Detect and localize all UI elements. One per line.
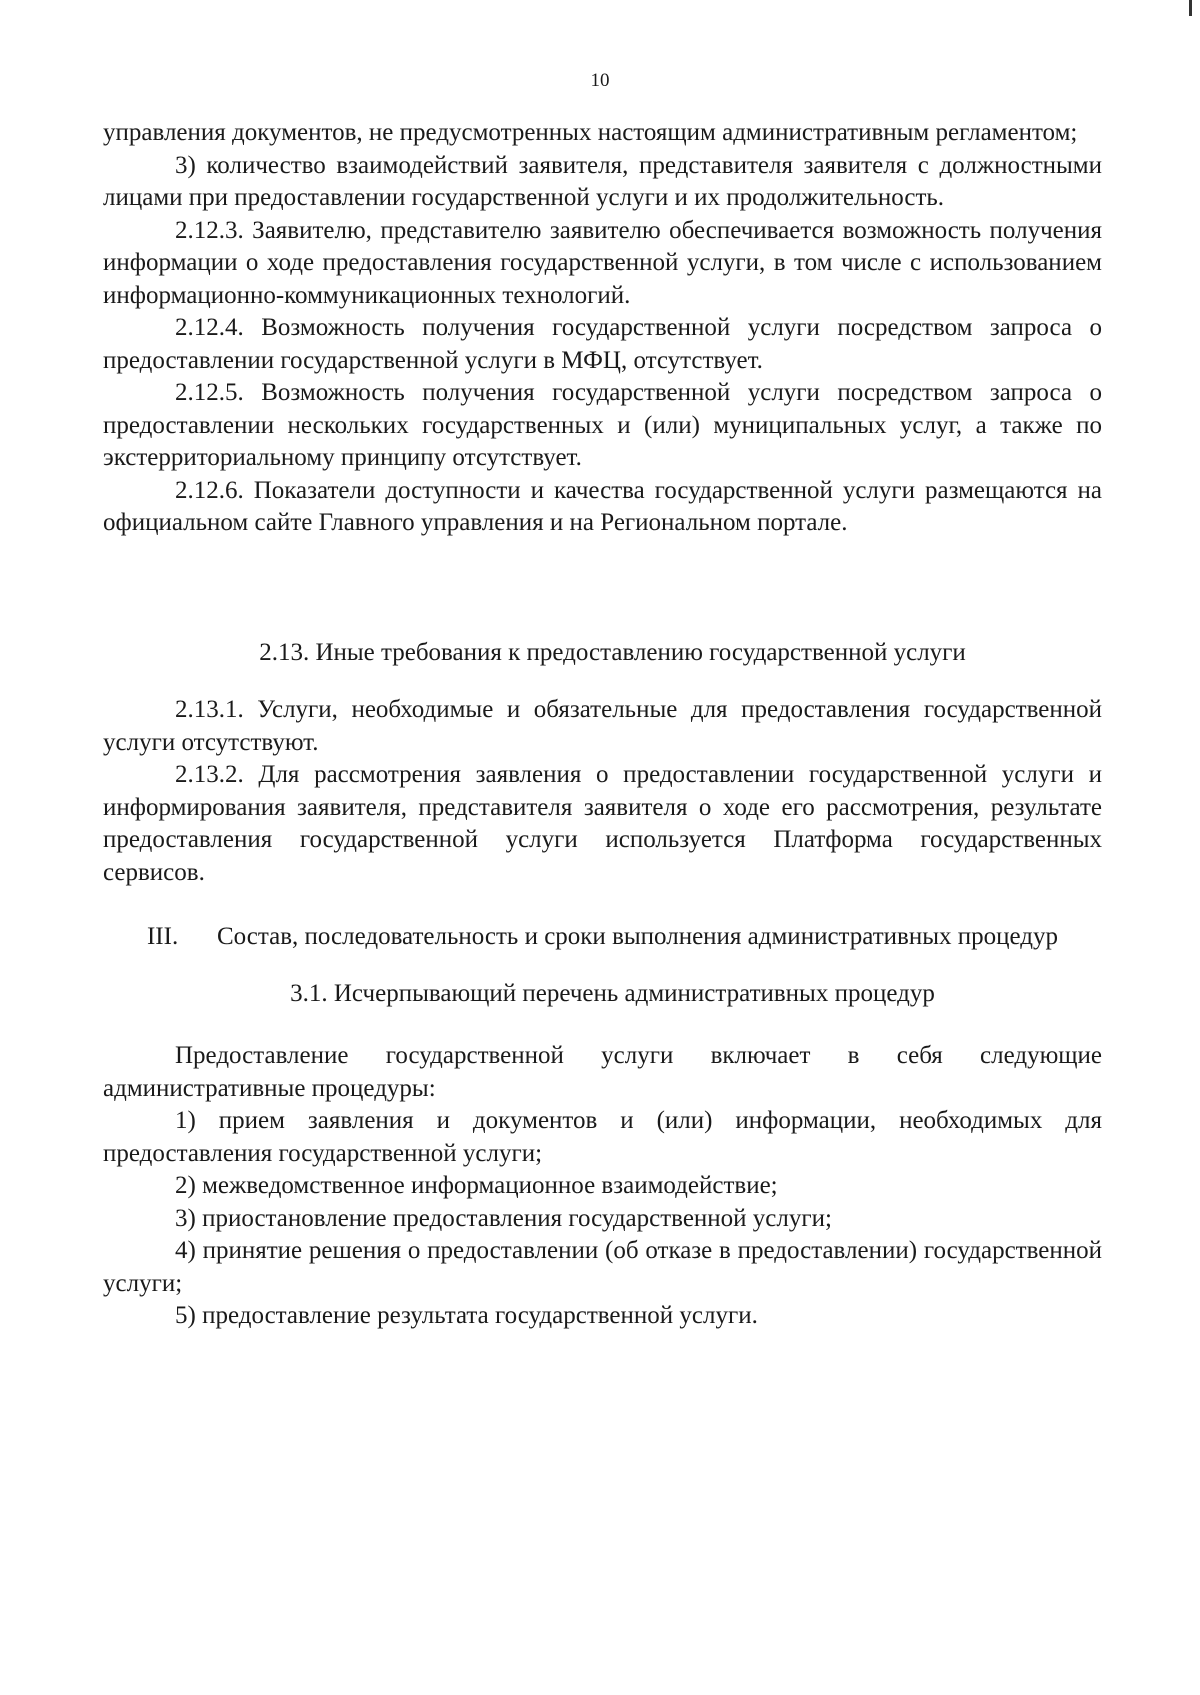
heading-section-3 bbox=[103, 921, 1102, 954]
document-body bbox=[103, 117, 1102, 1333]
heading-2-13: 2.13. Иные требования к предоставлению государственной услуги bbox=[259, 638, 966, 666]
scan-edge-mark bbox=[1189, 0, 1192, 16]
paragraph-2-12-6: 2.12.6. Показатели доступности и качества государственной услуги размещаются на официальном сайте Главного управления и на Региональном портале. bbox=[103, 476, 1102, 536]
paragraph-2-12-4: 2.12.4. Возможность получения государственной услуги посредством запроса о предоставлении государственной услуги в МФЦ, отсутствует. bbox=[103, 314, 1102, 374]
section-3-1 bbox=[103, 1040, 1102, 1333]
page-number: 10 bbox=[590, 70, 610, 91]
paragraph-3-1-intro: Предоставление государственной услуги включает в себя следующие административные процедуры: bbox=[103, 1042, 1102, 1102]
paragraph-2-12-3: 2.12.3. Заявителю, представителю заявителю обеспечивается возможность получения информации о ходе предоставления государственной услуги, в том числе с использованием информационно-коммуникационных технологий. bbox=[103, 216, 1102, 309]
paragraph-continuation: управления документов, не предусмотренных настоящим административным регламентом; bbox=[103, 119, 1078, 146]
list-item-2: 2) межведомственное информационное взаимодействие; bbox=[175, 1172, 778, 1199]
list-item-5: 5) предоставление результата государственной услуги. bbox=[175, 1302, 758, 1329]
heading-section-3-roman: III. bbox=[146, 923, 179, 950]
heading-3-1: 3.1. Исчерпывающий перечень административных процедур bbox=[290, 979, 935, 1007]
list-item-1: 1) прием заявления и документов и (или) информации, необходимых для предоставления государственной услуги; bbox=[103, 1107, 1102, 1167]
paragraph-2-13-2: 2.13.2. Для рассмотрения заявления о предоставлении государственной услуги и информирования заявителя, представителя заявителя о ходе его рассмотрения, результате предоставления государственной услуги используется Платформа государственных сервисов. bbox=[103, 761, 1102, 886]
section-2-12-continuation bbox=[103, 117, 1102, 540]
paragraph-2-13-1: 2.13.1. Услуги, необходимые и обязательные для предоставления государственной услуги отсутствуют. bbox=[103, 696, 1102, 756]
paragraph-2-12-5: 2.12.5. Возможность получения государственной услуги посредством запроса о предоставлении нескольких государственных и (или) муниципальных услуг, а также по экстерриториальному принципу отсутствует. bbox=[103, 379, 1102, 471]
section-2-13 bbox=[103, 694, 1102, 889]
list-item-4: 4) принятие решения о предоставлении (об отказе в предоставлении) государственной услуги; bbox=[103, 1237, 1102, 1297]
heading-section-3-text: Состав, последовательность и сроки выполнения административных процедур bbox=[216, 923, 1058, 950]
list-item-3: 3) приостановление предоставления государственной услуги; bbox=[175, 1204, 832, 1232]
paragraph-item-3: 3) количество взаимодействий заявителя, представителя заявителя с должностными лицами при предоставлении государственной услуги и их продолжительность. bbox=[103, 151, 1102, 211]
